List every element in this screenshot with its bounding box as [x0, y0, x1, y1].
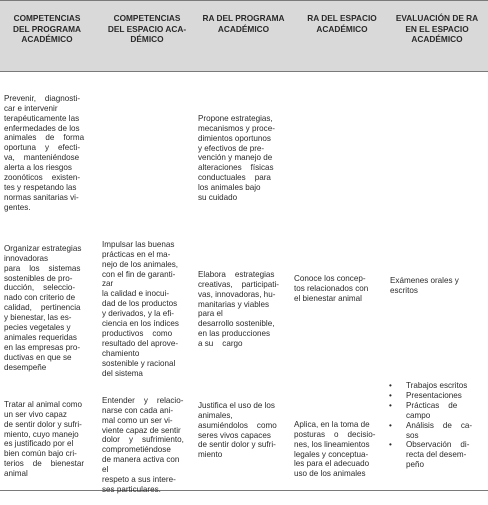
header-col-ra-espacio: RA DEL ESPACIO ACADÉMICO — [307, 13, 377, 34]
list-item-continuation: recta del desem- — [406, 450, 467, 460]
list-item-continuation: sos — [406, 430, 419, 440]
row2-competencia-espacio: Impulsar las buenas prácticas en el ma- nejo de los animales, con el fin de garanti- zar la calidad e inocui- dad de los productos y derivados, y la efi- ciencia en los índices productivos como resultado del aprove- chamiento sostenible y racional del sistema — [102, 239, 179, 378]
row3-ra-programa: Justifica el uso de los animales, asumiéndolos como seres vivos capaces de sentir dolor y sufri- miento — [198, 400, 277, 460]
row3-competencia-programa: Tratar al animal como un ser vivo capaz de sentir dolor y sufri- miento, cuyo manejo es justificado por el bien común bajo cri- terios de bienestar animal — [4, 399, 85, 479]
list-item: • Observación di- — [389, 440, 470, 450]
list-item: • Presentaciones — [389, 390, 462, 400]
row2-competencia-programa: Organizar estrategias innovadoras para los sistemas sostenibles de pro- ducción, seleccio- nado con criterio de calidad, pertinencia y bienestar, las es- pecies vegetales y animales requeridas en las empresas pro- ductivas en que se desempeñe — [4, 243, 82, 372]
row1-ra-programa: Propone estrategias, mecanismos y proce- dimientos oportunos y efectivos de pre- vención y manejo de alteraciones físicas conductuales para los animales bajo su cuidado — [198, 113, 275, 203]
list-item: • Análisis de ca- — [389, 420, 473, 430]
header-col-competencias-espacio: COMPETENCIAS DEL ESPACIO ACA- DÉMICO — [107, 13, 187, 45]
row3-ra-espacio: Aplica, en la toma de posturas o decisio- nes, los lineamientos legales y conceptua- les para el adecuado uso de los animales — [294, 419, 376, 479]
header-col-competencias-programa: COMPETENCIAS DEL PROGRAMA ACADÉMICO — [12, 13, 82, 45]
header-col-evaluacion: EVALUACIÓN DE RA EN EL ESPACIO ACADÉMICO — [395, 13, 479, 45]
top-rule — [0, 0, 488, 1]
list-item: • Trabajos escritos — [389, 381, 468, 390]
row2-ra-espacio: Conoce los concep- tos relacionados con el bienestar animal — [294, 273, 369, 303]
row3-evaluacion-list — [389, 381, 473, 470]
list-item: • Prácticas de — [389, 400, 458, 410]
row1-competencia-programa: Prevenir, diagnosti- car e intervenir terapéuticamente las enfermedades de los animales de forma oportuna y efecti- va, manteniéndose alerta a los riesgos zoonóticos existen- tes y respetando las normas sanitarias vi- gentes. — [4, 93, 85, 212]
header-rule — [0, 71, 488, 72]
row2-evaluacion: Exámenes orales y escritos — [390, 275, 459, 295]
header-col-ra-programa: RA DEL PROGRAMA ACADÉMICO — [202, 13, 285, 34]
bottom-rule — [0, 490, 488, 491]
list-item-continuation: campo — [406, 410, 431, 420]
row3-competencia-espacio: Entender y relacio- narse con cada ani- mal como un ser vi- viente capaz de sentir dolor y sufrimiento, comprometiéndose de manera activa con el respeto a sus intere- ses particulares. — [102, 395, 184, 494]
row2-ra-programa: Elabora estrategias creativas, participati- vas, innovadoras, hu- manitarias y viables para el desarrollo sostenible, en las producciones a su cargo — [198, 269, 279, 349]
list-item-continuation: peño — [406, 460, 425, 470]
